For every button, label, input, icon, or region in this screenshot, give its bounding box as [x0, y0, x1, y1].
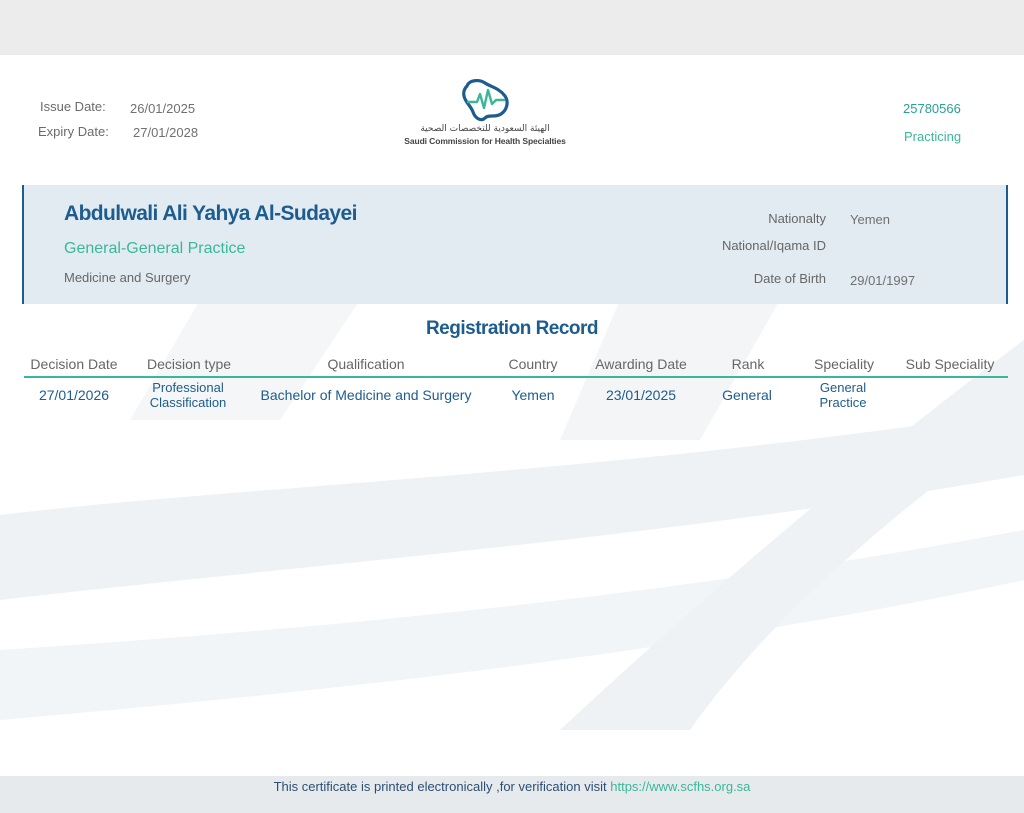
practitioner-name: Abdulwali Ali Yahya Al-Sudayei	[64, 202, 357, 225]
cell-qualification: Bachelor of Medicine and Surgery	[260, 387, 472, 403]
verification-link[interactable]: https://www.scfhs.org.sa	[610, 779, 751, 794]
issue-date-label: Issue Date:	[40, 99, 106, 114]
cell-rank: General	[722, 387, 772, 403]
footer-text: This certificate is printed electronically ,for verification visit	[273, 779, 607, 794]
national-id-label: National/Iqama ID	[721, 238, 826, 253]
header-qualification: Qualification	[327, 356, 405, 372]
top-band	[0, 0, 1024, 55]
scfhs-logo-icon	[455, 78, 515, 122]
cell-decision-type: Professional Classification	[149, 380, 227, 407]
logo-english-text: Saudi Commission for Health Specialties	[404, 136, 566, 146]
header-speciality: Speciality	[814, 356, 874, 372]
cell-decision-date: 27/01/2026	[38, 387, 110, 403]
logo-arabic-text: الهيئة السعودية للتخصصات الصحية	[420, 124, 550, 134]
date-of-birth-label: Date of Birth	[753, 271, 826, 286]
practitioner-field: Medicine and Surgery	[64, 270, 191, 285]
footer-note	[0, 779, 1024, 794]
expiry-date-label: Expiry Date:	[38, 124, 109, 139]
header-decision-type: Decision type	[146, 356, 232, 372]
header-country: Country	[508, 356, 558, 372]
expiry-date-value: 27/01/2028	[133, 125, 199, 140]
issue-date-value: 26/01/2025	[130, 101, 196, 116]
profile-number-value: 25780566	[903, 101, 961, 116]
cell-country: Yemen	[511, 387, 555, 403]
registration-record-title: Registration Record	[425, 318, 599, 339]
header-rank: Rank	[731, 356, 765, 372]
cell-speciality: General Practice	[819, 380, 867, 407]
cell-awarding-date: 23/01/2025	[605, 387, 677, 403]
nationality-label: Nationalty	[768, 211, 826, 226]
nationality-value: Yemen	[850, 212, 890, 227]
header-sub-speciality: Sub Speciality	[905, 356, 995, 372]
scfhs-logo	[400, 78, 570, 150]
membership-status-value: Practicing	[904, 129, 962, 144]
profile-card	[22, 185, 1008, 304]
practitioner-specialty: General-General Practice	[64, 240, 246, 257]
header-awarding-date: Awarding Date	[595, 356, 687, 372]
date-of-birth-value: 29/01/1997	[850, 273, 916, 288]
table-header-rule	[24, 376, 1008, 378]
header-decision-date: Decision Date	[30, 356, 118, 372]
